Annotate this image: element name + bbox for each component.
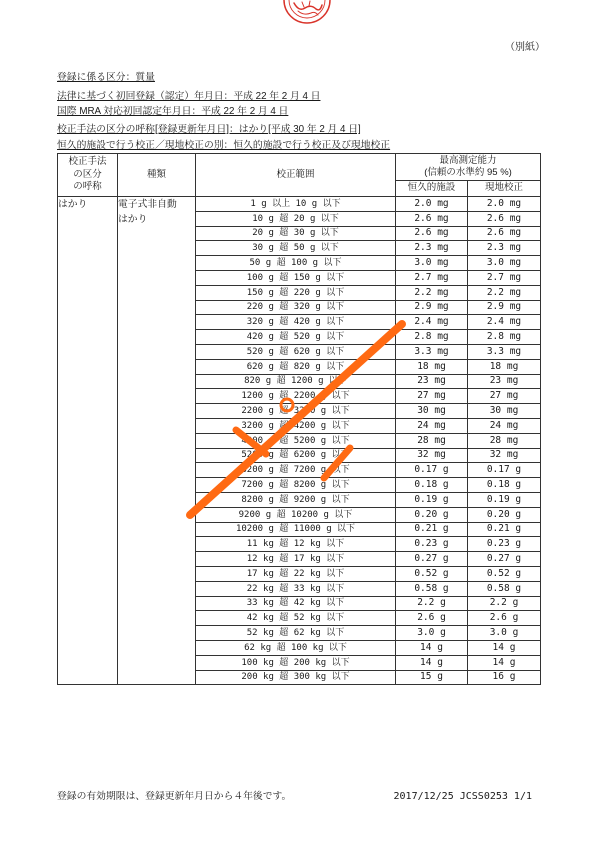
onsite-cmc-cell: 0.17 g xyxy=(468,463,541,478)
onsite-cmc-cell: 28 mg xyxy=(468,433,541,448)
permanent-cmc-cell: 14 g xyxy=(396,640,468,655)
seal-scribble xyxy=(298,11,318,15)
range-cell: 820 g 超 1200 g 以下 xyxy=(196,374,396,389)
permanent-cmc-cell: 2.4 mg xyxy=(396,315,468,330)
calibration-method-renewal: 校正手法の区分の呼称[登録更新年月日]：はかり[平成 30 年 2 月 4 日] xyxy=(57,124,361,135)
seal-outer-ring xyxy=(284,0,330,23)
permanent-cmc-cell: 3.0 g xyxy=(396,626,468,641)
type-line: 電子式非自動 xyxy=(118,199,177,210)
permanent-cmc-cell: 2.6 mg xyxy=(396,226,468,241)
range-cell: 150 g 超 220 g 以下 xyxy=(196,285,396,300)
permanent-cmc-cell: 18 mg xyxy=(396,359,468,374)
range-cell: 10 g 超 20 g 以下 xyxy=(196,211,396,226)
range-cell: 11 kg 超 12 kg 以下 xyxy=(196,537,396,552)
range-cell: 42 kg 超 52 kg 以下 xyxy=(196,611,396,626)
range-cell: 33 kg 超 42 kg 以下 xyxy=(196,596,396,611)
onsite-calibration-header: 現地校正 xyxy=(468,181,541,197)
range-cell: 8200 g 超 9200 g 以下 xyxy=(196,492,396,507)
onsite-cmc-cell: 2.2 mg xyxy=(468,285,541,300)
range-cell: 1200 g 超 2200 g 以下 xyxy=(196,389,396,404)
permanent-cmc-cell: 0.23 g xyxy=(396,537,468,552)
onsite-cmc-cell: 2.3 mg xyxy=(468,241,541,256)
onsite-cmc-cell: 2.8 mg xyxy=(468,330,541,345)
permanent-cmc-cell: 2.0 mg xyxy=(396,197,468,212)
type-cell xyxy=(118,197,196,685)
initial-registration-date: 法律に基づく初回登録（認定）年月日：平成 22 年 2 月 4 日 xyxy=(57,91,321,102)
range-cell: 2200 g 超 3200 g 以下 xyxy=(196,404,396,419)
permanent-cmc-cell: 0.19 g xyxy=(396,492,468,507)
range-cell: 10200 g 超 11000 g 以下 xyxy=(196,522,396,537)
document-reference: 2017/12/25 JCSS0253 1/1 xyxy=(393,791,532,802)
cmc-title: 最高測定能力 xyxy=(439,154,497,166)
permanent-cmc-cell: 24 mg xyxy=(396,418,468,433)
permanent-cmc-cell: 3.3 mg xyxy=(396,344,468,359)
onsite-cmc-cell: 2.4 mg xyxy=(468,315,541,330)
permanent-cmc-cell: 28 mg xyxy=(396,433,468,448)
onsite-cmc-cell: 0.21 g xyxy=(468,522,541,537)
onsite-cmc-cell: 2.7 mg xyxy=(468,270,541,285)
cmc-header xyxy=(396,154,541,181)
permanent-cmc-cell: 14 g xyxy=(396,655,468,670)
calibration-table xyxy=(57,153,541,685)
range-cell: 22 kg 超 33 kg 以下 xyxy=(196,581,396,596)
onsite-cmc-cell: 2.6 g xyxy=(468,611,541,626)
onsite-cmc-cell: 23 mg xyxy=(468,374,541,389)
type-header: 種類 xyxy=(118,154,196,197)
method-header-line: の区分 xyxy=(73,168,102,180)
range-cell: 30 g 超 50 g 以下 xyxy=(196,241,396,256)
permanent-cmc-cell: 3.0 mg xyxy=(396,256,468,271)
permanent-cmc-cell: 30 mg xyxy=(396,404,468,419)
permanent-cmc-cell: 0.20 g xyxy=(396,507,468,522)
onsite-cmc-cell: 18 mg xyxy=(468,359,541,374)
range-cell: 17 kg 超 22 kg 以下 xyxy=(196,566,396,581)
method-cell: はかり xyxy=(58,197,118,685)
range-cell: 220 g 超 320 g 以下 xyxy=(196,300,396,315)
onsite-cmc-cell: 2.2 g xyxy=(468,596,541,611)
seal-scribble xyxy=(294,3,322,10)
permanent-cmc-cell: 15 g xyxy=(396,670,468,685)
permanent-cmc-cell: 2.6 mg xyxy=(396,211,468,226)
table-row xyxy=(58,197,541,212)
permanent-cmc-cell: 0.27 g xyxy=(396,552,468,567)
range-cell: 1 g 以上 10 g 以下 xyxy=(196,197,396,212)
onsite-cmc-cell: 0.23 g xyxy=(468,537,541,552)
range-cell: 100 g 超 150 g 以下 xyxy=(196,270,396,285)
range-cell: 3200 g 超 4200 g 以下 xyxy=(196,418,396,433)
range-cell: 5200 g 超 6200 g 以下 xyxy=(196,448,396,463)
permanent-cmc-cell: 0.52 g xyxy=(396,566,468,581)
range-cell: 12 kg 超 17 kg 以下 xyxy=(196,552,396,567)
onsite-cmc-cell: 0.19 g xyxy=(468,492,541,507)
onsite-cmc-cell: 2.0 mg xyxy=(468,197,541,212)
annex-label: （別紙） xyxy=(505,42,545,53)
onsite-cmc-cell: 2.6 mg xyxy=(468,211,541,226)
table-body xyxy=(58,197,541,685)
onsite-cmc-cell: 30 mg xyxy=(468,404,541,419)
range-cell: 50 g 超 100 g 以下 xyxy=(196,256,396,271)
range-cell: 52 kg 超 62 kg 以下 xyxy=(196,626,396,641)
onsite-cmc-cell: 14 g xyxy=(468,655,541,670)
permanent-cmc-cell: 0.17 g xyxy=(396,463,468,478)
permanent-cmc-cell: 27 mg xyxy=(396,389,468,404)
range-cell: 620 g 超 820 g 以下 xyxy=(196,359,396,374)
range-cell: 20 g 超 30 g 以下 xyxy=(196,226,396,241)
onsite-cmc-cell: 0.58 g xyxy=(468,581,541,596)
red-seal-stamp xyxy=(278,0,338,28)
onsite-cmc-cell: 32 mg xyxy=(468,448,541,463)
range-cell: 200 kg 超 300 kg 以下 xyxy=(196,670,396,685)
onsite-cmc-cell: 2.9 mg xyxy=(468,300,541,315)
onsite-cmc-cell: 24 mg xyxy=(468,418,541,433)
type-line: はかり xyxy=(118,214,148,225)
seal-strokes xyxy=(284,0,330,23)
range-cell: 9200 g 超 10200 g 以下 xyxy=(196,507,396,522)
onsite-cmc-cell: 14 g xyxy=(468,640,541,655)
onsite-cmc-cell: 0.18 g xyxy=(468,478,541,493)
permanent-cmc-cell: 0.18 g xyxy=(396,478,468,493)
permanent-cmc-cell: 0.58 g xyxy=(396,581,468,596)
permanent-cmc-cell: 2.6 g xyxy=(396,611,468,626)
cmc-confidence-note: (信頼の水準約 95 %) xyxy=(424,167,512,178)
permanent-facility-header: 恒久的施設 xyxy=(396,181,468,197)
range-cell: 4200 g 超 5200 g 以下 xyxy=(196,433,396,448)
permanent-cmc-cell: 0.21 g xyxy=(396,522,468,537)
range-cell: 520 g 超 620 g 以下 xyxy=(196,344,396,359)
range-cell: 62 kg 超 100 kg 以下 xyxy=(196,640,396,655)
registration-category: 登録に係る区分：質量 xyxy=(57,72,155,83)
permanent-cmc-cell: 2.7 mg xyxy=(396,270,468,285)
onsite-cmc-cell: 0.27 g xyxy=(468,552,541,567)
permanent-cmc-cell: 32 mg xyxy=(396,448,468,463)
mra-accreditation-date: 国際 MRA 対応初回認定年月日：平成 22 年 2 月 4 日 xyxy=(57,106,289,117)
method-header-line: 校正手法 xyxy=(68,156,107,168)
validity-note: 登録の有効期限は、登録更新年月日から４年後です。 xyxy=(57,791,292,802)
permanent-cmc-cell: 23 mg xyxy=(396,374,468,389)
onsite-cmc-cell: 0.52 g xyxy=(468,566,541,581)
permanent-cmc-cell: 2.9 mg xyxy=(396,300,468,315)
onsite-cmc-cell: 16 g xyxy=(468,670,541,685)
range-cell: 6200 g 超 7200 g 以下 xyxy=(196,463,396,478)
permanent-cmc-cell: 2.2 mg xyxy=(396,285,468,300)
seal-scribble xyxy=(302,1,310,7)
range-cell: 100 kg 超 200 kg 以下 xyxy=(196,655,396,670)
onsite-cmc-cell: 2.6 mg xyxy=(468,226,541,241)
permanent-cmc-cell: 2.8 mg xyxy=(396,330,468,345)
range-cell: 420 g 超 520 g 以下 xyxy=(196,330,396,345)
method-header-line: の呼称 xyxy=(73,181,102,193)
permanent-cmc-cell: 2.3 mg xyxy=(396,241,468,256)
onsite-cmc-cell: 3.0 g xyxy=(468,626,541,641)
onsite-cmc-cell: 0.20 g xyxy=(468,507,541,522)
onsite-cmc-cell: 3.3 mg xyxy=(468,344,541,359)
method-header xyxy=(58,154,118,197)
range-cell: 320 g 超 420 g 以下 xyxy=(196,315,396,330)
onsite-cmc-cell: 3.0 mg xyxy=(468,256,541,271)
onsite-cmc-cell: 27 mg xyxy=(468,389,541,404)
range-cell: 7200 g 超 8200 g 以下 xyxy=(196,478,396,493)
table-header xyxy=(58,154,541,197)
permanent-cmc-cell: 2.2 g xyxy=(396,596,468,611)
facility-onsite-distinction: 恒久的施設で行う校正／現地校正の別：恒久的施設で行う校正及び現地校正 xyxy=(57,140,391,151)
range-header: 校正範囲 xyxy=(196,154,396,197)
header-row xyxy=(58,154,541,181)
